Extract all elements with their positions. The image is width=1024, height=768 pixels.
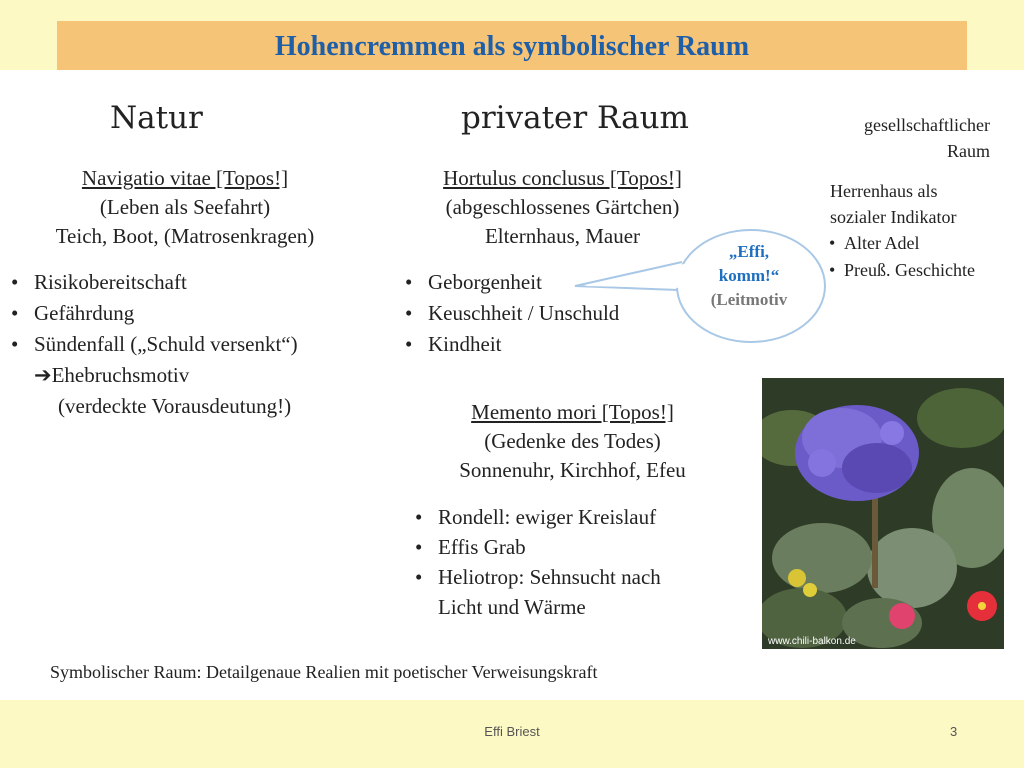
list-item: • Rondell: ewiger Kreislauf: [412, 502, 742, 532]
memento-mori-bullet-list: [412, 502, 742, 622]
memento-mori-topos: Memento mori [Topos!]: [471, 400, 674, 424]
ehebruchsmotiv-text: Ehebruchsmotiv: [51, 363, 190, 387]
heading-line-1: gesellschaftlicher: [864, 115, 990, 135]
bubble-line-3: (Leitmotiv: [710, 290, 788, 309]
page-number: 3: [950, 724, 958, 739]
heliotrope-photo: [762, 378, 1004, 649]
natur-heading: Natur: [110, 100, 203, 136]
memento-mori-realia: Sonnenuhr, Kirchhof, Efeu: [459, 458, 686, 482]
list-item: • Risikobereitschaft: [8, 267, 388, 298]
list-item: • Kindheit: [402, 329, 682, 360]
speech-bubble-text: [690, 240, 808, 312]
list-item: • Keuschheit / Unschuld: [402, 298, 682, 329]
bubble-line-2: komm!“: [718, 266, 780, 285]
heading-line-2: Raum: [947, 141, 990, 161]
list-item-continuation: Licht und Wärme: [438, 595, 586, 619]
slide-title: Hohencremmen als symbolischer Raum: [274, 30, 750, 62]
list-item: • Gefährdung: [8, 298, 388, 329]
photo-watermark: www.chili-balkon.de: [768, 636, 856, 647]
gesellschaftlicher-raum-bullet-list: [826, 230, 1021, 284]
privater-raum-realia: Elternhaus, Mauer: [484, 224, 641, 248]
natur-realia: Teich, Boot, (Matrosenkragen): [55, 224, 315, 248]
footer-title: Effi Briest: [484, 724, 540, 739]
arrow-right-icon: ➔: [34, 363, 52, 387]
privater-raum-bullet-list: [402, 267, 682, 360]
natur-topos: Navigatio vitae [Topos!]: [81, 166, 289, 190]
natur-subheading: [0, 164, 370, 251]
indikator-text: sozialer Indikator: [830, 207, 957, 227]
natur-bullet-list: [8, 267, 388, 422]
privater-raum-subheading: [395, 164, 730, 251]
list-item: • Sündenfall („Schuld versenkt“): [8, 329, 388, 360]
list-item: • Geborgenheit: [402, 267, 682, 298]
privater-raum-topos: Hortulus conclusus [Topos!]: [443, 166, 682, 190]
summary-line: Symbolischer Raum: Detailgenaue Realien mit poetischer Verweisungskraft: [50, 662, 598, 682]
heliotrope-flower-icon: [762, 378, 1004, 649]
list-item: • Preuß. Geschichte: [826, 257, 1021, 284]
memento-mori-translation: (Gedenke des Todes): [484, 429, 661, 453]
title-bar: [57, 21, 967, 72]
bubble-line-1: „Effi,: [728, 242, 770, 261]
list-item-continuation: [8, 360, 388, 391]
list-item: • Alter Adel: [826, 230, 1021, 257]
privater-raum-heading: privater Raum: [461, 100, 689, 136]
list-item: • Effis Grab: [412, 532, 742, 562]
memento-mori-subheading: [405, 398, 740, 485]
natur-topos-translation: (Leben als Seefahrt): [99, 195, 271, 219]
list-item-continuation: (verdeckte Vorausdeutung!): [58, 394, 292, 418]
gesellschaftlicher-raum-subheading: [830, 178, 1020, 230]
herrenhaus-text: Herrenhaus als: [830, 181, 938, 201]
privater-raum-topos-translation: (abgeschlossenes Gärtchen): [445, 195, 680, 219]
gesellschaftlicher-raum-heading: [800, 112, 990, 164]
list-item: • Heliotrop: Sehnsucht nach: [412, 562, 742, 592]
